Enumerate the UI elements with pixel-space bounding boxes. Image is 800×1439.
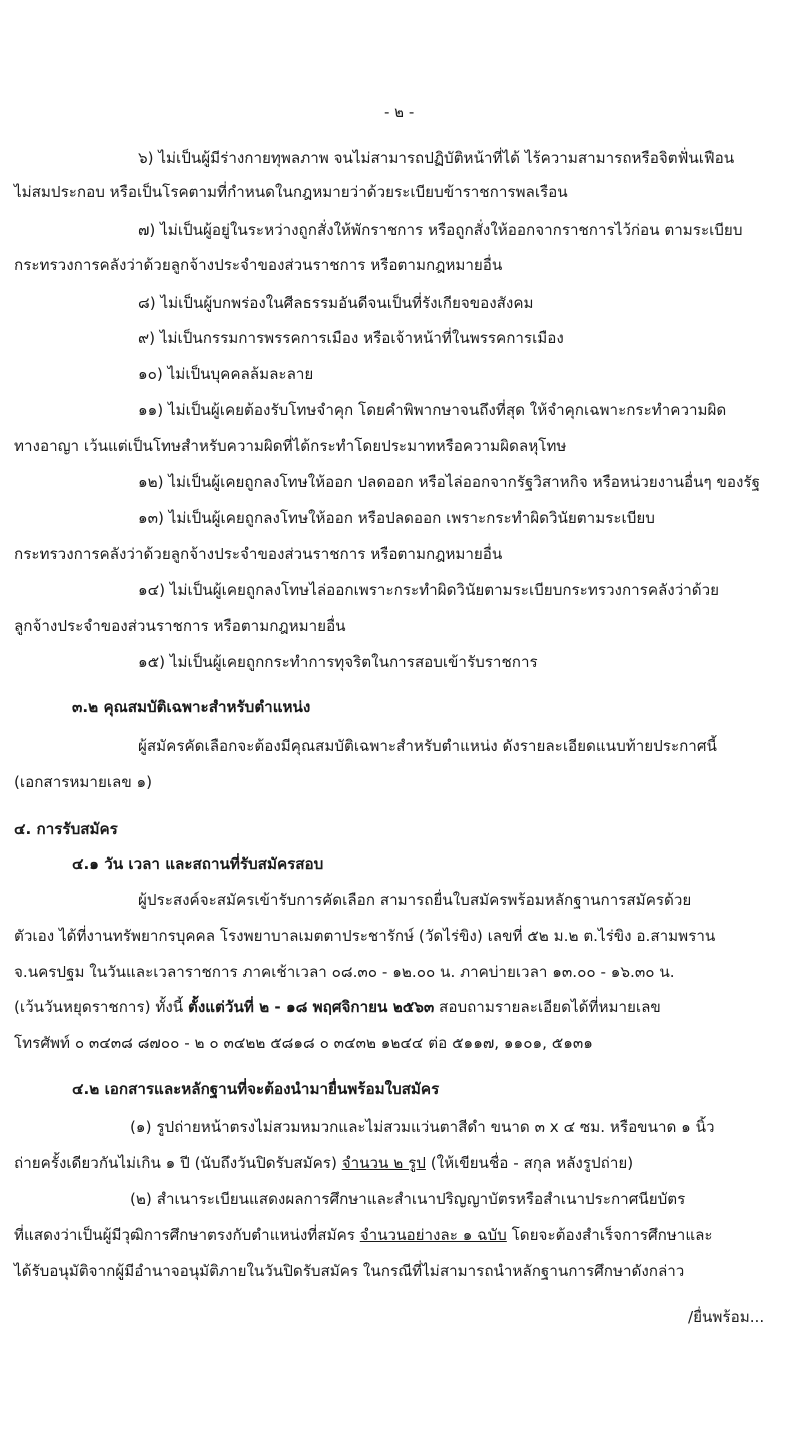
item-8: ๘) ไม่เป็นผู้บกพร่องในศีลธรรมอันดีจนเป็นที่รังเกียจของสังคม bbox=[138, 294, 534, 312]
continuation-note: /ยื่นพร้อม... bbox=[688, 1308, 765, 1326]
section-4-1-line-3: จ.นครปฐม ในวันและเวลาราชการ ภาคเช้าเวลา ๐๘.๓๐ - ๑๒.๐๐ น. ภาคบ่ายเวลา ๑๓.๐๐ - ๑๖.๓๐ น. bbox=[14, 963, 675, 981]
item-12: ๑๒) ไม่เป็นผู้เคยถูกลงโทษให้ออก ปลดออก หรือไล่ออกจากรัฐวิสาหกิจ หรือหน่วยงานอื่นๆ ของรัฐ bbox=[138, 473, 760, 491]
item-13-line-1: ๑๓) ไม่เป็นผู้เคยถูกลงโทษให้ออก หรือปลดออก เพราะกระทำผิดวินัยตามระเบียบ bbox=[138, 509, 655, 527]
item-10: ๑๐) ไม่เป็นบุคคลล้มละลาย bbox=[138, 365, 314, 383]
item-photo-line-1: (๑) รูปถ่ายหน้าตรงไม่สวมหมวกและไม่สวมแว่นตาสีดำ ขนาด ๓ x ๔ ซม. หรือขนาด ๑ นิ้ว bbox=[130, 1118, 715, 1136]
item-15: ๑๕) ไม่เป็นผู้เคยถูกกระทำการทุจริตในการสอบเข้ารับราชการ bbox=[138, 653, 538, 671]
item-7-line-2: กระทรวงการคลังว่าด้วยลูกจ้างประจำของส่วนราชการ หรือตามกฎหมายอื่น bbox=[14, 256, 503, 274]
item-transcript-line-2 bbox=[14, 1224, 713, 1246]
item-7-line-1: ๗) ไม่เป็นผู้อยู่ในระหว่างถูกสั่งให้พักราชการ หรือถูกสั่งให้ออกจากราชการไว้ก่อน ตามระเบียบ bbox=[138, 221, 743, 239]
item-14-line-1: ๑๔) ไม่เป็นผู้เคยถูกลงโทษไล่ออกเพราะกระทำผิดวินัยตามระเบียบกระทรวงการคลังว่าด้วย bbox=[138, 581, 720, 599]
section-3-2-line-1: ผู้สมัครคัดเลือกจะต้องมีคุณสมบัติเฉพาะสำหรับตำแหน่ง ดังรายละเอียดแนบท้ายประกาศนี้ bbox=[138, 737, 717, 755]
page-number: - ๒ - bbox=[384, 103, 415, 121]
item-transcript-line-1: (๒) สำเนาระเบียนแสดงผลการศึกษาและสำเนาปริญญาบัตรหรือสำเนาประกาศนียบัตร bbox=[130, 1190, 686, 1208]
photo-count: จำนวน ๒ รูป bbox=[341, 1154, 426, 1172]
line-4-start: (เว้นวันหยุดราชการ) ทั้งนี้ bbox=[14, 998, 188, 1016]
section-4-1-heading: ๔.๑ วัน เวลา และสถานที่รับสมัครสอบ bbox=[72, 855, 324, 873]
transcript-count: จำนวนอย่างละ ๑ ฉบับ bbox=[359, 1226, 507, 1244]
item-9: ๙) ไม่เป็นกรรมการพรรคการเมือง หรือเจ้าหน้าที่ในพรรคการเมือง bbox=[138, 329, 564, 347]
transcript-line-end: โดยจะต้องสำเร็จการศึกษาและ bbox=[506, 1226, 713, 1244]
item-13-line-2: กระทรวงการคลังว่าด้วยลูกจ้างประจำของส่วนราชการ หรือตามกฎหมายอื่น bbox=[14, 545, 503, 563]
item-11-line-1: ๑๑) ไม่เป็นผู้เคยต้องรับโทษจำคุก โดยคำพิพากษาจนถึงที่สุด ให้จำคุกเฉพาะกระทำความผิด bbox=[138, 401, 727, 419]
section-4-1-line-1: ผู้ประสงค์จะสมัครเข้ารับการคัดเลือก สามารถยื่นใบสมัครพร้อมหลักฐานการสมัครด้วย bbox=[138, 891, 692, 909]
photo-line-end: (ให้เขียนชื่อ - สกุล หลังรูปถ่าย) bbox=[425, 1154, 634, 1172]
application-period: ตั้งแต่วันที่ ๒ - ๑๘ พฤศจิกายน ๒๕๖๓ bbox=[187, 998, 435, 1016]
section-3-2-line-2: (เอกสารหมายเลข ๑) bbox=[14, 773, 153, 791]
item-transcript-line-3: ได้รับอนุมัติจากผู้มีอำนาจอนุมัติภายในวันปิดรับสมัคร ในกรณีที่ไม่สามารถนำหลักฐานการศึกษาดังกล่าว bbox=[14, 1262, 685, 1280]
section-4-heading: ๔. การรับสมัคร bbox=[14, 820, 118, 838]
line-4-end: สอบถามรายละเอียดได้ที่หมายเลข bbox=[434, 998, 661, 1016]
photo-line-start: ถ่ายครั้งเดียวกันไม่เกิน ๑ ปี (นับถึงวันปิดรับสมัคร) bbox=[14, 1154, 342, 1172]
item-6-line-1: ๖) ไม่เป็นผู้มีร่างกายทุพลภาพ จนไม่สามารถปฏิบัติหน้าที่ได้ ไร้ความสามารถหรือจิตฟั่นเฟือน bbox=[138, 149, 735, 167]
item-14-line-2: ลูกจ้างประจำของส่วนราชการ หรือตามกฎหมายอื่น bbox=[14, 617, 346, 635]
transcript-line-start: ที่แสดงว่าเป็นผู้มีวุฒิการศึกษาตรงกับตำแหน่งที่สมัคร bbox=[14, 1226, 360, 1244]
item-6-line-2: ไม่สมประกอบ หรือเป็นโรคตามที่กำหนดในกฎหมายว่าด้วยระเบียบข้าราชการพลเรือน bbox=[14, 183, 568, 201]
item-photo-line-2 bbox=[14, 1152, 633, 1174]
section-4-1-line-2: ตัวเอง ได้ที่งานทรัพยากรบุคคล โรงพยาบาลเมตตาประชารักษ์ (วัดไร่ขิง) เลขที่ ๕๒ ม.๒ ต.ไร่ขิง อ.สามพราน bbox=[14, 927, 716, 945]
item-11-line-2: ทางอาญา เว้นแต่เป็นโทษสำหรับความผิดที่ได้กระทำโดยประมาทหรือความผิดลหุโทษ bbox=[14, 437, 567, 455]
section-4-1-phone: โทรศัพท์ ๐ ๓๔๓๘ ๘๗๐๐ - ๒ ๐ ๓๔๒๒ ๕๘๑๘ ๐ ๓๔๓๒ ๑๒๔๔ ต่อ ๕๑๑๗, ๑๑๐๑, ๕๑๓๑ bbox=[14, 1034, 593, 1052]
section-4-1-line-4 bbox=[14, 996, 661, 1018]
section-4-2-heading: ๔.๒ เอกสารและหลักฐานที่จะต้องนำมายื่นพร้อมใบสมัคร bbox=[72, 1080, 440, 1098]
section-3-2-heading: ๓.๒ คุณสมบัติเฉพาะสำหรับตำแหน่ง bbox=[72, 698, 311, 716]
